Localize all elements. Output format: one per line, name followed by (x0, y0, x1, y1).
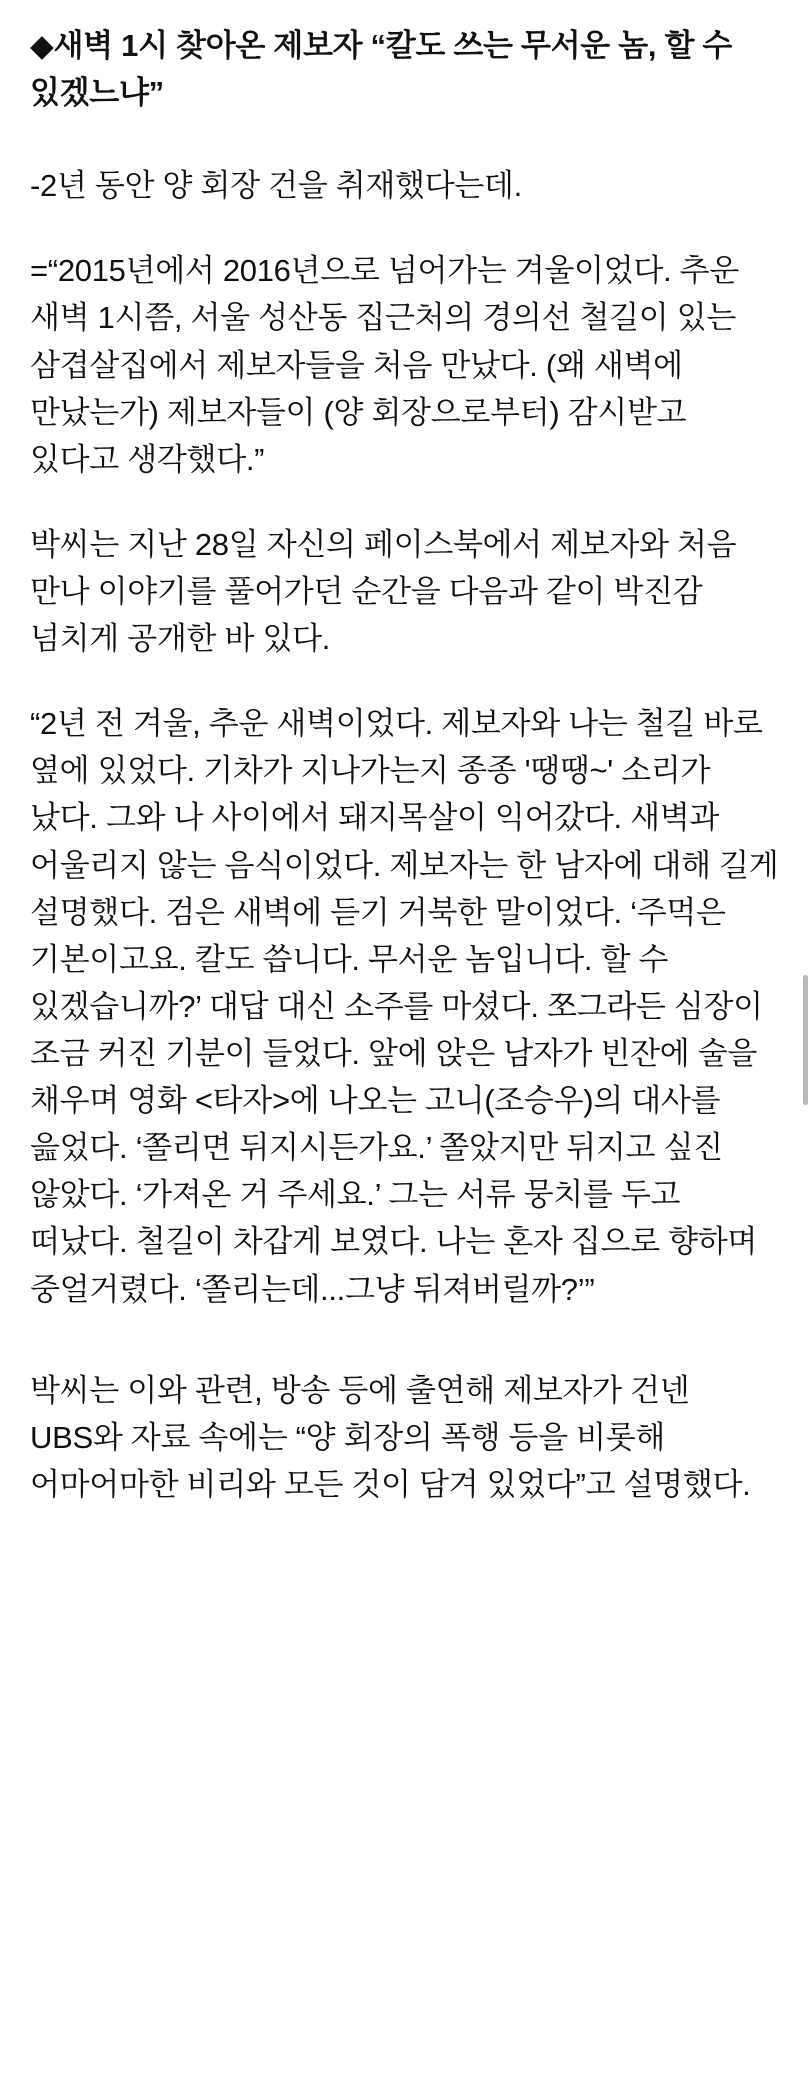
article-quote-1: “2년 전 겨울, 추운 새벽이었다. 제보자와 나는 철길 바로 옆에 있었다. 기차가 지나가는지 종종 '땡땡~' 소리가 났다. 그와 나 사이에서 돼지목살이 익어갔다. 새벽과 어울리지 않는 음식이었다. 제보자는 한 남자에 대해 길게 설명했다. 검은 새벽에 듣기 거북한 말이었다. ‘주먹은 기본이고요. 칼도 씁니다. 무서운 놈입니다. 할 수 있겠습니까?’ 대답 대신 소주를 마셨다. 쪼그라든 심장이 조금 커진 기분이 들었다. 앞에 앉은 남자가 빈잔에 술을 채우며 영화 <타자>에 나오는 고니(조승우)의 대사를 읊었다. ‘쫄리면 뒤지시든가요.’ 쫄았지만 뒤지고 싶진 않았다. ‘가져온 거 주세요.’ 그는 서류 뭉치를 두고 떠났다. 철길이 차갑게 보였다. 나는 혼자 집으로 향하며 중얼거렸다. ‘쫄리는데...그냥 뒤져버릴까?’” (30, 706, 787, 1307)
vertical-scrollbar-track[interactable] (802, 0, 810, 2094)
vertical-scrollbar-thumb[interactable] (803, 975, 808, 1105)
interview-question-1: -2년 동안 양 회장 건을 취재했다는데. (30, 168, 522, 204)
interview-answer-1: =“2015년에서 2016년으로 넘어가는 겨울이었다. 추운 새벽 1시쯤, 서울 성산동 집근처의 경의선 철길이 있는 삼겹살집에서 제보자들을 처음 만났다. (왜 새벽에 만났는가) 제보자들이 (양 회장으로부터) 감시받고 있다고 생각했다.” (30, 253, 748, 477)
article-headline: ◆새벽 1시 찾아온 제보자 “칼도 쓰는 무서운 놈, 할 수 있겠느냐” (30, 28, 741, 111)
article-paragraph-1: 박씨는 지난 28일 자신의 페이스북에서 제보자와 처음 만나 이야기를 풀어가던 순간을 다음과 같이 박진감 넘치게 공개한 바 있다. (30, 526, 745, 657)
article-paragraph-2: 박씨는 이와 관련, 방송 등에 출연해 제보자가 건넨 UBS와 자료 속에는 “양 회장의 폭행 등을 비롯해 어마어마한 비리와 모든 것이 담겨 있었다”고 설명했다. (30, 1372, 751, 1502)
